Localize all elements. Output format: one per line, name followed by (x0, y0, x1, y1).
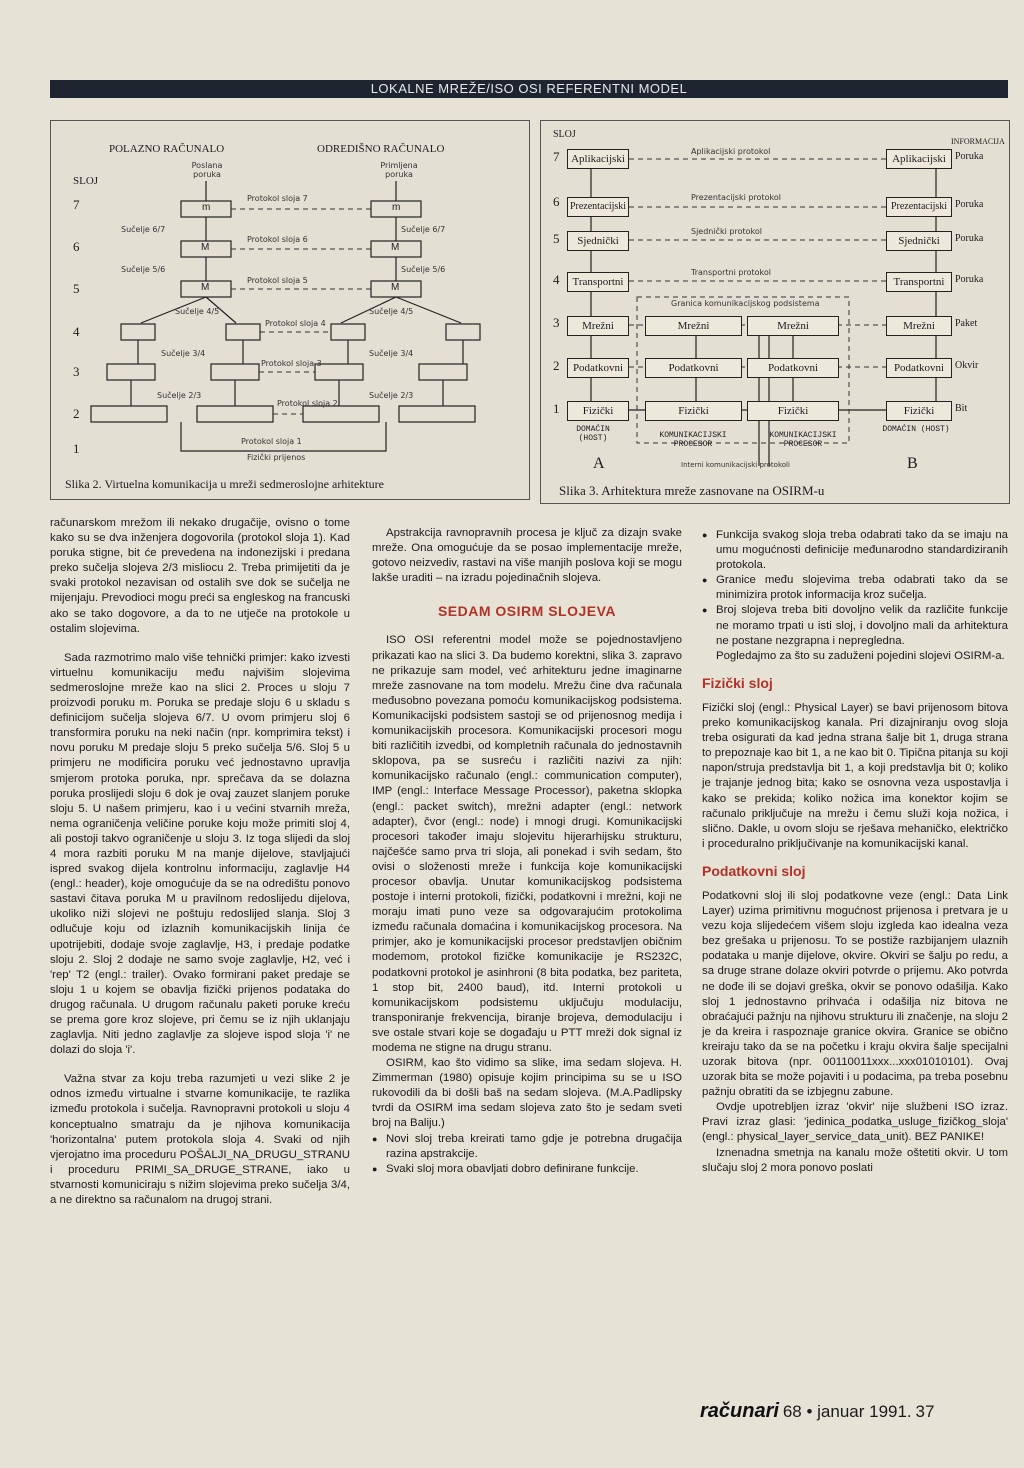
fig3-b-presentation: Prezentacijski (886, 197, 952, 217)
fig2-protocol-2: Protokol sloja 2 (277, 399, 338, 408)
fig2-heading-right: ODREDIŠNO RAČUNALO (317, 143, 445, 155)
col1-paragraph-3: Važna stvar za koju treba razumjeti u vezi slike 2 je odnos između virtualne i stvarne komunikacije, te razlika između protokola i sučelja. Ravnopravni protokoli u sloju 4 konceptualno smatraju da je njihova komunikacija 'horizontalna' putem protokola sloja 4. Svaki od njih vjerojatno ima proceduru POŠALJI_NA_DRUGU_STRANU i proceduru PRIMI_SA_DRUGE_STRANE, iako u stvarnosti komuniciraju s nižim slojevima preko sučelja 3/4, a ne direktno sa računalom na drugoj strani. (50, 1073, 350, 1207)
figure-virtual-communication (50, 120, 530, 500)
fig2-M5-left: M (201, 282, 210, 293)
fig2-protocol-7: Protokol sloja 7 (247, 194, 308, 203)
fig2-layer-4: 4 (73, 324, 80, 339)
fig2-if-34-left: Sučelje 3/4 (161, 349, 206, 358)
section-heading-data-link-layer: Podatkovni sloj (702, 862, 806, 879)
fig2-layer-6: 6 (73, 239, 80, 254)
fig3-sess-protocol: Sjednički protokol (691, 227, 762, 236)
fig3-p2-physical: Fizički (747, 401, 839, 421)
fig2-protocol-4: Protokol sloja 4 (265, 319, 326, 328)
col1-paragraph-1: računarskom mrežom ili nekako drugačije, ovisno o tome kako su se dva inženjera dogovorila (protokol sloja 1). Kad poruka stigne, bit će prevedena na indonezijski i predana preko sučelja slojeva 2/3 misliocu 2. Treba primijetiti da je svaki protokol nezavisan od ostalih sve dok se sučelja ne mijenjaju. Prevodioci mogu preći sa engleskog na francuski ako se tako dogovore, a da to ne utječe na protokole u ostalim slojevima. (50, 517, 350, 635)
fig3-layer-3: 3 (553, 315, 560, 330)
page-number: 37 (915, 1402, 935, 1421)
fig3-layer-5: 5 (553, 231, 560, 246)
fig3-unit-2: Okvir (955, 360, 979, 371)
fig3-internal-protocols: Interni komunikacijski protokoli (681, 461, 790, 469)
fig3-p1-physical: Fizički (645, 401, 742, 421)
fig2-physical: Fizički prijenos (247, 453, 306, 462)
fig3-unit-6: Poruka (955, 199, 984, 210)
fig3-b-physical: Fizički (886, 401, 952, 421)
fig2-if-56-left: Sučelje 5/6 (121, 265, 166, 274)
fig3-unit-4: Poruka (955, 274, 984, 285)
article-column-2 (372, 526, 682, 1177)
page-footer (700, 1400, 1008, 1423)
fig2-layer-7: 7 (73, 197, 80, 212)
fig2-sloj-label: SLOJ (73, 175, 99, 187)
fig2-sent-message: Poslana poruka (191, 161, 223, 179)
article-column-1 (50, 516, 350, 1208)
fig3-layer-7: 7 (553, 149, 560, 164)
fig3-b-datalink: Podatkovni (886, 358, 952, 378)
col3-paragraph-2: Fizički sloj (engl.: Physical Layer) se bavi prijenosom bitova preko komunikacijskog kanala. Pri dizajniranju ovog sloja treba osigurati da kad jedna strana šalje bit 1, druga strana to prepoznaje kao bit 1, a ne kao bit 0. Tipična pitanja su koji napon/struja predstavlja bit 1, a koji predstavlja bit 0; koliko je trajanje jednog bita; kako se osnovna veza uspostavlja i kako se prekida; koliko nožica ima konektor kojim se računalo priključuje na mrežu i čemu služi koja nožica, i slično. Dakle, u ovom sloju se rješava mehaničko, električko i proceduralno priključivanje na komunikacijski kanal. (702, 701, 1008, 850)
fig2-if-45-right: Sučelje 4/5 (369, 307, 414, 316)
col2-paragraph-1: Apstrakcija ravnopravnih procesa je ključ za dizajn svake mreže. Ona omogućuje da se posao implementacije mreže, gotovo neizvediv, rastavi na više manjih poslova koji se mogu lakše uraditi – na izradu pojedinačnih slojeva. (372, 527, 682, 585)
fig2-protocol-6: Protokol sloja 6 (247, 235, 308, 244)
list-item: ● Granice među slojevima treba odabrati tako da se minimizira protok informacija kroz sučelja. (702, 573, 1008, 603)
fig2-caption: Slika 2. Virtuelna komunikacija u mreži sedmeroslojne arhitekture (65, 477, 384, 491)
fig3-app-protocol: Aplikacijski protokol (691, 147, 771, 156)
fig2-protocol-1: Protokol sloja 1 (241, 437, 302, 446)
fig3-p1-network: Mrežni (645, 316, 742, 336)
article-column-3 (702, 528, 1008, 1176)
fig3-a-datalink: Podatkovni (567, 358, 629, 378)
fig2-if-45-left: Sučelje 4/5 (175, 307, 220, 316)
col2-paragraph-3: OSIRM, kao što vidimo sa slike, ima sedam slojeva. H. Zimmerman (1980) opisuje kojim principima su se u ISO rukovodili da bi došli baš na sedam slojeva. (M.A.Padlipsky tvrdi da OSIRM ima sedam slojeva zato što je sedam sveti broj na Baliju.) (372, 1057, 682, 1130)
col1-paragraph-2: Sada razmotrimo malo više tehnički primjer: kako izvesti virtuelnu komunikaciju među najvišim slojevima sedmeroslojne mreže kao na slici 2. Proces u sloju 7 proizvodi poruku m. Poruka se predaje sloju 6 u skladu s definicijom sučelja slojeva 6/7. U ovom primjeru sloj 6 transformira poruku na neki način (npr. komprimira tekst) i novu poruku M predaje sloju 5 preko sučelja 5/6. Sloj 5 u primjeru ne modificira poruku već jednostavno upravlja smjerom protoka poruka, npr. sprečava da se dolazna poruka proslijedi sloju 6 dok je ovaj zauzet slanjem poruke sloju 5. U našem primjeru, kao i u većini stvarnih mreža, nema ograničenja veličine poruke koju može primiti sloj 4, ali postoji takvo ograničenje u sloju 3. Iz toga slijedi da sloj 4 mora razbiti poruku M na manje dijelove, stavljajući ispred svakog dijela kontrolnu informaciju, zaglavlje H4 (engl.: header), koje omogućuje da se na odredištu ponovo sastavi čitava poruka M u pravilnom redoslijedu dijelova, ukoliko niži slojevi ne poštuju redoslijed slanja. Sloj 3 odlučuje koju od izlaznih komunikacijskih linija će upotrijebiti, dodaje svoje zaglavlje, H3, i predaje podatke sloju 2. Sloj 2 dodaje ne samo svoje zaglavlje, H2, već i 'rep' T2 (engl.: trailer). Ovako formirani paket predaje se sloju 1 u kojem se obavlja fizički prijenos podataka do drugog računala. U drugom računalu paketi poruke kreću se prema gore kroz slojeve, pri čemu se iz njih uklanjaju zaglavlja. Niti jedno zaglavlje za slojeve ispod sloja 'i' ne dolazi do sloja 'i'. (50, 651, 350, 1057)
fig2-if-67-right: Sučelje 6/7 (401, 225, 446, 234)
section-heading-seven-layers: SEDAM OSIRM SLOJEVA (437, 603, 617, 620)
fig3-trans-protocol: Transportni protokol (691, 268, 771, 277)
fig3-b-session: Sjednički (886, 231, 952, 251)
fig3-unit-1: Bit (955, 403, 968, 414)
fig2-if-34-right: Sučelje 3/4 (369, 349, 414, 358)
fig3-a-physical: Fizički (567, 401, 629, 421)
fig3-pres-protocol: Prezentacijski protokol (691, 193, 781, 202)
fig3-processor-2: KOMUNIKACIJSKI PROCESOR (769, 431, 837, 449)
fig3-layer-1: 1 (553, 401, 560, 416)
fig2-layer-2: 2 (73, 406, 80, 421)
fig3-layer-2: 2 (553, 358, 560, 373)
magazine-logo: računari (700, 1400, 779, 1422)
fig2-M6-left: M (201, 242, 210, 253)
fig2-M6-right: M (391, 242, 400, 253)
fig3-host-b: DOMAĆIN (HOST) (882, 425, 950, 434)
fig3-a-presentation: Prezentacijski (567, 197, 629, 217)
fig3-caption: Slika 3. Arhitektura mreže zasnovane na OSIRM-u (559, 483, 825, 498)
fig3-processor-1: KOMUNIKACIJSKI PROCESOR (659, 431, 727, 449)
fig3-p2-network: Mrežni (747, 316, 839, 336)
fig3-a-application: Aplikacijski (567, 149, 629, 169)
list-item: ● Novi sloj treba kreirati tamo gdje je potrebna drugačija razina apstrakcije. (372, 1132, 682, 1162)
fig2-received-message: Primljena poruka (380, 161, 418, 179)
fig3-layer-6: 6 (553, 194, 560, 209)
list-item: ● Svaki sloj mora obavljati dobro definirane funkcije. (372, 1162, 682, 1177)
fig3-info-label: INFORMACIJA (951, 137, 1005, 146)
page-banner: LOKALNE MREŽE/ISO OSI REFERENTNI MODEL (50, 80, 1008, 98)
fig2-if-56-right: Sučelje 5/6 (401, 265, 446, 274)
fig2-heading-left: POLAZNO RAČUNALO (109, 143, 225, 155)
fig3-unit-7: Poruka (955, 151, 984, 162)
fig2-if-67-left: Sučelje 6/7 (121, 225, 166, 234)
fig3-p2-datalink: Podatkovni (747, 358, 839, 378)
fig3-a-session: Sjednički (567, 231, 629, 251)
fig3-b-network: Mrežni (886, 316, 952, 336)
fig2-layer-1: 1 (73, 441, 80, 456)
fig3-b-transport: Transportni (886, 272, 952, 292)
fig3-unit-5: Poruka (955, 233, 984, 244)
col3-paragraph-5: Iznenadna smetnja na kanalu može oštetiti okvir. U tom slučaju sloj 2 mora ponovo poslati (702, 1146, 1008, 1174)
col3-principles-list (702, 528, 1008, 649)
fig2-layer-3: 3 (73, 364, 80, 379)
figure-osirm-architecture (540, 120, 1010, 504)
col2-paragraph-2: ISO OSI referentni model može se pojednostavljeno prikazati kao na slici 3. Da budemo korektni, slika 3. zapravo ne prikazuje sam model, već arhitekturu jedne imaginarne mreže zasnovane na tom modelu. Mrežu čine dva računala međusobno povezana pomoću komunikacijskog podsistema. Komunikacijski podsistem sastoji se od prijenosnog medija i komunikacijskih procesora. Komunikacijski procesori mogu biti različitih izvedbi, od kompletnih računala do jednostavnih sklopova, pa se susreću i različiti nazivi za njih: komunikacijsko računalo (engl.: communication computer), IMP (engl.: Interface Message Processor), paketna sklopka (engl.: packet switch), mrežni adapter (engl.: network adapter), čvor (engl.: node) i mnogi drugi. Komunikacijski procesori također imaju slojevitu hijerarhijsku strukturu, najčešće samo prva tri sloja, ali ponekad i svih sedam, što ovisi o složenosti mreže i funkcija koje komunikacijski procesor obavlja. Unutar komunikacijskog podsistema postoje i interni protokoli, fizički, podatkovni i mrežni, koji ne moraju imati puno veze sa odgovarajućim protokolima između računala domaćina i komunikacijskog procesora. Na primjer, ako je komunikacijski procesor predstavljen običnim modemom, protokol fizičke komunikacije je RS232C, podatkovni protokol je asinhroni (8 bita podatka, bez pariteta, 1 stop bit, 2400 baud), itd. Interni protokoli u komunikacijskom podsistemu uključuju modulaciju, transponiranje frekvencija, biranje brojeva, demodulaciju i sve ostale stvari koje se događaju u PTT mreži dok signal iz modema ne stigne na drugu stranu. (372, 634, 682, 1054)
fig3-a-transport: Transportni (567, 272, 629, 292)
fig3-sloj-label: SLOJ (553, 129, 576, 140)
fig3-label-b: B (907, 455, 918, 472)
list-item: ● Broj slojeva treba biti dovoljno velik da različite funkcije ne moramo trpati u isti sloj, i dovoljno mali da arhitektura ne postane nezgrapna i nepregledna. (702, 603, 1008, 648)
fig2-layer-5: 5 (73, 281, 80, 296)
fig3-label-a: A (593, 455, 605, 472)
fig3-a-network: Mrežni (567, 316, 629, 336)
fig3-subnet-boundary: Granica komunikacijskog podsistema (671, 299, 820, 308)
fig2-if-23-left: Sučelje 2/3 (157, 391, 202, 400)
fig3-layer-4: 4 (553, 272, 560, 287)
list-item: ● Funkcija svakog sloja treba odabrati tako da se imaju na umu mogućnosti definicije međunarodno standardiziranih protokola. (702, 528, 1008, 573)
fig3-p1-datalink: Podatkovni (645, 358, 742, 378)
col3-paragraph-1: Pogledajmo za što su zaduženi pojedini slojevi OSIRM-a. (716, 649, 1005, 662)
fig3-host-a: DOMAĆIN (HOST) (576, 425, 610, 443)
fig2-m-left: m (202, 202, 211, 213)
fig2-m-right: m (392, 202, 401, 213)
fig2-protocol-5: Protokol sloja 5 (247, 276, 308, 285)
col2-principles-list (372, 1132, 682, 1177)
fig2-if-23-right: Sučelje 2/3 (369, 391, 414, 400)
col3-paragraph-3: Podatkovni sloj ili sloj podatkovne veze (engl.: Data Link Layer) uzima primitivnu mogućnost prijenosa i pretvara je u vezu koja slijedećem višem sloju izgleda kao idealna veza bez grešaka u prijenosu. To se postiže razbijanjem ulaznih podataka u manje dijelove, okvire. Okviri se šalju po redu, a sa druge strane dolaze okviri potvrde o prijemu. Ako potvrda ne dođe ili se dojavi greška, okvir se ponovo odašilja. Kako sloj 1 jednostavno prihvaća i odašilja niz bitova ne obraćajući pažnju na njihovu strukturu ili značenje, na sloju 2 je da kreira i raspoznaje granice okvira. Granice se obično kreiraju tako da se na početku i kraju okvira šalje specijalni uzorak bitova (npr. 00110011xxx...xxx01010101). Ovaj uzorak bita se može pojaviti i u podacima, pa treba posebnu pažnju obratiti da se izbjegnu zabune. (702, 889, 1008, 1099)
issue-info: 68 • januar 1991. (782, 1402, 912, 1421)
fig2-protocol-3: Protokol sloja 3 (261, 359, 322, 368)
col3-paragraph-4: Ovdje upotrebljen izraz 'okvir' nije službeni ISO izraz. Pravi izraz glasi: 'jedinica_podatka_usluge_fizičkog_sloja' (engl.: physical_layer_service_data_unit). BEZ PANIKE! (702, 1101, 1008, 1144)
section-heading-physical-layer: Fizički sloj (702, 674, 773, 691)
fig3-b-application: Aplikacijski (886, 149, 952, 169)
fig2-M5-right: M (391, 282, 400, 293)
fig3-unit-3: Paket (955, 318, 978, 329)
